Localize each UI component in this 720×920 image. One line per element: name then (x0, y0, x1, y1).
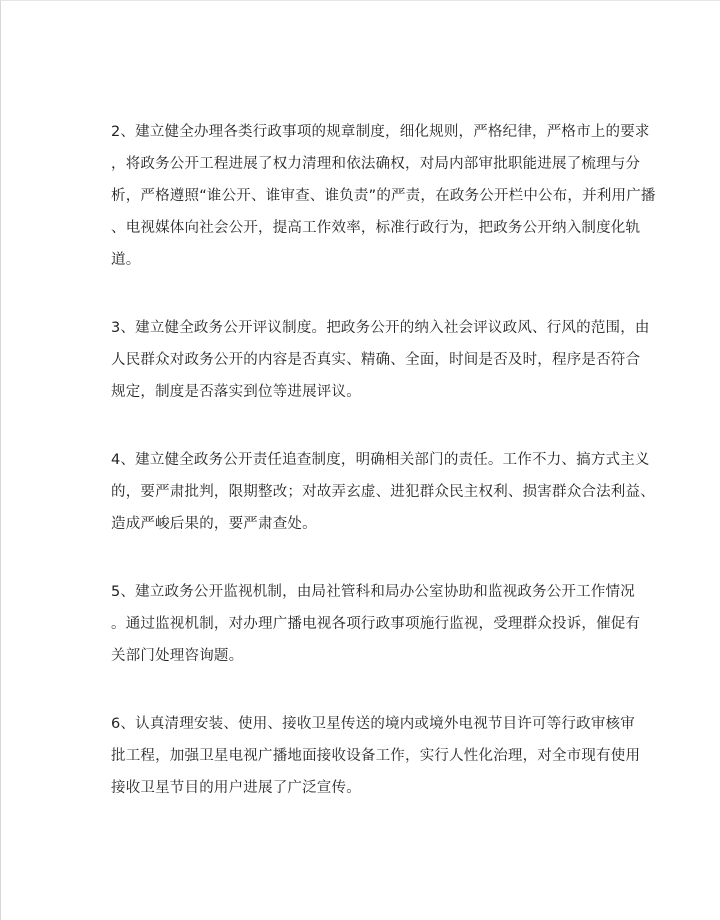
text-line: 5、建立政务公开监视机制，由局社管科和局办公室协助和监视政务公开工作情况 (111, 584, 635, 600)
text-line: 造成严峻后果的，要严肃查处。 (111, 516, 317, 532)
document-body (111, 116, 656, 840)
text-line: ，将政务公开工程进展了权力清理和依法确权，对局内部审批职能进展了梳理与分 (111, 156, 641, 172)
paragraph-3 (111, 312, 650, 408)
paragraph-5 (111, 576, 641, 672)
text-line: 批工程，加强卫星电视广播地面接收设备工作，实行人性化治理，对全市现有使用 (111, 748, 641, 764)
text-line: 规定，制度是否落实到位等进展评议。 (111, 384, 361, 400)
text-line: 析，严格遵照“谁公开、谁审查、谁负责”的严责，在政务公开栏中公布，并利用广播 (111, 188, 656, 204)
text-line: 2、建立健全办理各类行政事项的规章制度，细化规则，严格纪律，严格市上的要求 (111, 124, 650, 140)
text-line: 3、建立健全政务公开评议制度。把政务公开的纳入社会评议政风、行风的范围，由 (111, 320, 650, 336)
text-line: 关部门处理咨询题。 (111, 648, 244, 664)
text-line: 道。 (111, 252, 141, 268)
paragraph-6 (111, 708, 641, 804)
text-line: 接收卫星节目的用户进展了广泛宣传。 (111, 780, 361, 796)
text-line: 4、建立健全政务公开责任追查制度，明确相关部门的责任。工作不力、搞方式主义 (111, 452, 650, 468)
paragraph-2 (111, 116, 656, 276)
text-line: 的，要严肃批判，限期整改；对故弄玄虚、进犯群众民主权利、损害群众合法利益、 (111, 484, 655, 500)
text-line: 。通过监视机制，对办理广播电视各项行政事项施行监视，受理群众投诉，催促有 (111, 616, 641, 632)
text-line: 6、认真清理安装、使用、接收卫星传送的境内或境外电视节目许可等行政审核审 (111, 716, 635, 732)
text-line: 、电视媒体向社会公开，提高工作效率，标准行政行为，把政务公开纳入制度化轨 (111, 220, 641, 236)
paragraph-4 (111, 444, 655, 540)
text-line: 人民群众对政务公开的内容是否真实、精确、全面，时间是否及时，程序是否符合 (111, 352, 641, 368)
